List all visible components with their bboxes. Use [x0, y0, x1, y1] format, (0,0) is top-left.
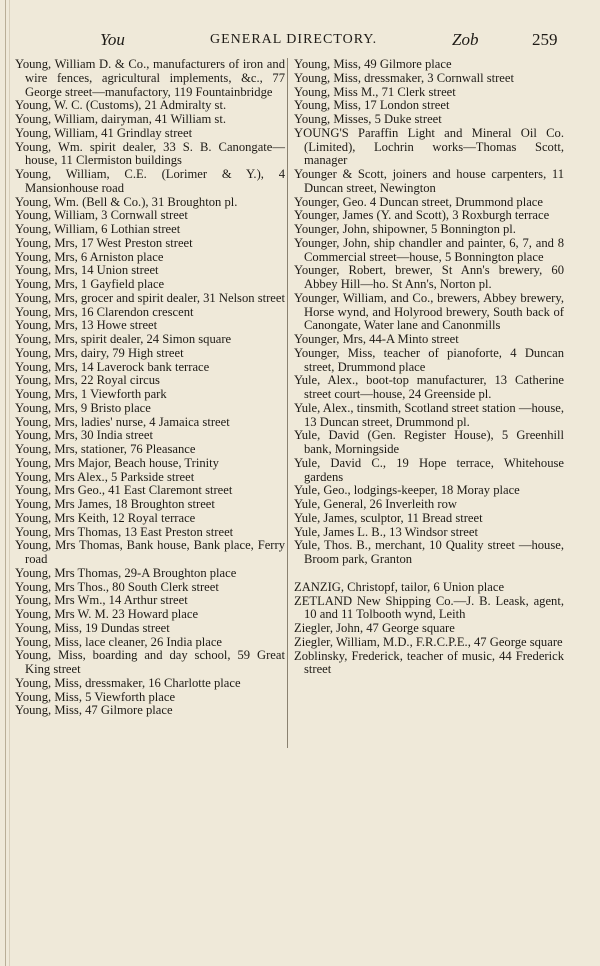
header-title: GENERAL DIRECTORY. [210, 32, 378, 47]
directory-entry: Young, Miss, boarding and day school, 59 Great King street [15, 648, 285, 676]
directory-entry: Yule, Alex., tinsmith, Scotland street station —house, 13 Duncan street, Drummond pl. [294, 400, 564, 429]
directory-entry: Yule, David C., 19 Hope terrace, Whitehouse gardens [294, 455, 564, 484]
right-column-z-entries [294, 581, 564, 677]
directory-entry: Young, Mrs Geo., 41 East Claremont street [15, 483, 233, 498]
directory-entry: Yule, James L. B., 13 Windsor street [294, 524, 478, 539]
directory-entry: Yule, David (Gen. Register House), 5 Greenhill bank, Morningside [294, 428, 564, 456]
directory-entry: ZETLAND New Shipping Co.—J. B. Leask, agent, 10 and 11 Tolbooth wynd, Leith [294, 593, 564, 622]
directory-entry: Young, Mrs Thomas, 29-A Broughton place [15, 565, 237, 580]
directory-entry: Young, Mrs, 14 Union street [15, 263, 159, 278]
directory-entry: Young, Mrs Thomas, Bank house, Bank place, Ferry road [15, 538, 285, 566]
directory-entry: Young, Miss, 5 Viewforth place [15, 689, 176, 704]
directory-entry: Young, Mrs W. M. 23 Howard place [15, 607, 199, 621]
directory-entry: Younger, William, and Co., brewers, Abbey brewery, Horse wynd, and Holyrood brewery, South back of Canongate, Water lane and Canonmills [294, 290, 564, 333]
header-left-catchword: You [100, 30, 125, 49]
directory-entry: Yule, Geo., lodgings-keeper, 18 Moray place [294, 483, 520, 498]
running-header [20, 30, 565, 52]
right-column-y-entries [294, 58, 564, 567]
right-column [294, 58, 564, 677]
directory-entry: Young, William, dairyman, 41 William st. [15, 112, 226, 126]
header-right-catchword: Zob [452, 30, 479, 49]
directory-entry: Young, William, 3 Cornwall street [15, 208, 188, 223]
directory-entry: Young, Miss, 19 Dundas street [15, 620, 170, 635]
section-gap [294, 567, 564, 581]
directory-entry: Young, Mrs, spirit dealer, 24 Simon square [15, 332, 232, 346]
directory-entry: Young, William, 6 Lothian street [15, 222, 181, 236]
directory-entry: Young, Mrs, 13 Howe street [15, 318, 158, 333]
directory-entry: Young, Mrs, 17 West Preston street [15, 235, 193, 250]
directory-entry: Young, William, C.E. (Lorimer & Y.), 4 Mansionhouse road [15, 167, 285, 195]
page-spine-shadow [9, 0, 10, 966]
directory-entry: Young, Mrs, 9 Bristo place [15, 400, 151, 415]
directory-entry: Young, Mrs, ladies' nurse, 4 Jamaica street [15, 414, 230, 429]
directory-entry: ZANZIG, Christopf, tailor, 6 Union place [294, 579, 505, 594]
left-column [15, 58, 285, 718]
directory-entry: Younger, John, ship chandler and painter, 6, 7, and 8 Commercial street—house, 5 Bonnington place [294, 235, 564, 264]
directory-entry: Young, Miss, dressmaker, 3 Cornwall street [294, 70, 514, 85]
directory-entry: Young, Mrs, 22 Royal circus [15, 373, 160, 388]
directory-entry: Young, Miss, 49 Gilmore place [294, 57, 452, 71]
directory-entry: Young, W. C. (Customs), 21 Admiralty st. [15, 98, 227, 113]
directory-entry: Yule, General, 26 Inverleith row [294, 497, 457, 511]
directory-entry: Yule, James, sculptor, 11 Bread street [294, 510, 483, 525]
directory-entry: Younger, James (Y. and Scott), 3 Roxburgh terrace [294, 208, 550, 223]
directory-entry: Young, Mrs James, 18 Broughton street [15, 497, 215, 511]
directory-entry: Young, William D. & Co., manufacturers of iron and wire fences, agricultural implements, &c., 77 George street—manufactory, 119 Fountainbridge [15, 57, 285, 99]
directory-entry: Younger, John, shipowner, 5 Bonnington pl. [294, 222, 516, 236]
directory-entry: Young, Mrs, grocer and spirit dealer, 31 Nelson street [15, 290, 285, 305]
directory-entry: Young, Miss, lace cleaner, 26 India place [15, 634, 223, 649]
directory-entry: Young, Mrs Wm., 14 Arthur street [15, 593, 188, 608]
page-number: 259 [532, 30, 558, 49]
directory-entry: Zoblinsky, Frederick, teacher of music, 44 Frederick street [294, 648, 564, 677]
directory-entry: Young, Mrs, 1 Gayfield place [15, 277, 165, 291]
directory-entry: Young, Mrs Major, Beach house, Trinity [15, 455, 219, 470]
directory-entry: Young, Misses, 5 Duke street [294, 112, 442, 126]
directory-entry: Young, Mrs, 6 Arniston place [15, 249, 164, 264]
directory-entry: Younger, Geo. 4 Duncan street, Drummond place [294, 194, 543, 209]
directory-entry: Yule, Thos. B., merchant, 10 Quality street —house, Broom park, Granton [294, 538, 564, 566]
page-spine-line [5, 0, 6, 966]
directory-entry: Younger, Robert, brewer, St Ann's brewery, 60 Abbey Hill—ho. St Ann's, Norton pl. [294, 263, 564, 291]
directory-entry: YOUNG'S Paraffin Light and Mineral Oil Co. (Limited), Lochrin works—Thomas Scott, manager [294, 125, 564, 168]
directory-entry: Ziegler, William, M.D., F.R.C.P.E., 47 George square [294, 634, 563, 649]
directory-entry: Young, Mrs Alex., 5 Parkside street [15, 469, 195, 484]
directory-entry: Young, Wm. (Bell & Co.), 31 Broughton pl. [15, 194, 238, 209]
directory-entry: Young, Mrs, dairy, 79 High street [15, 345, 184, 360]
directory-entry: Yule, Alex., boot-top manufacturer, 13 Catherine street court—house, 24 Greenside pl. [294, 373, 564, 401]
directory-entry: Ziegler, John, 47 George square [294, 621, 455, 635]
directory-entry: Young, Mrs Thos., 80 South Clerk street [15, 579, 219, 594]
directory-entry: Young, Mrs Thomas, 13 East Preston street [15, 524, 234, 539]
directory-entry: Young, Mrs Keith, 12 Royal terrace [15, 510, 196, 525]
directory-entry: Young, Wm. spirit dealer, 33 S. B. Canongate—house, 11 Clermiston buildings [15, 139, 285, 168]
directory-entry: Young, Miss, 17 London street [294, 98, 450, 113]
directory-entry: Younger, Miss, teacher of pianoforte, 4 Duncan street, Drummond place [294, 345, 564, 374]
directory-entry: Young, Miss M., 71 Clerk street [294, 84, 456, 99]
directory-entry: Young, Mrs, stationer, 76 Pleasance [15, 442, 196, 456]
directory-entry: Young, Mrs, 14 Laverock bank terrace [15, 359, 210, 374]
directory-entry: Younger & Scott, joiners and house carpenters, 11 Duncan street, Newington [294, 167, 564, 195]
directory-entry: Young, Miss, dressmaker, 16 Charlotte place [15, 675, 241, 690]
directory-entry: Young, Mrs, 30 India street [15, 428, 153, 443]
column-divider [287, 58, 288, 748]
directory-entry: Young, William, 41 Grindlay street [15, 125, 193, 140]
directory-entry: Young, Mrs, 1 Viewforth park [15, 387, 167, 401]
directory-entry: Younger, Mrs, 44-A Minto street [294, 332, 459, 346]
directory-entry: Young, Mrs, 16 Clarendon crescent [15, 304, 194, 319]
directory-entry: Young, Miss, 47 Gilmore place [15, 703, 173, 718]
